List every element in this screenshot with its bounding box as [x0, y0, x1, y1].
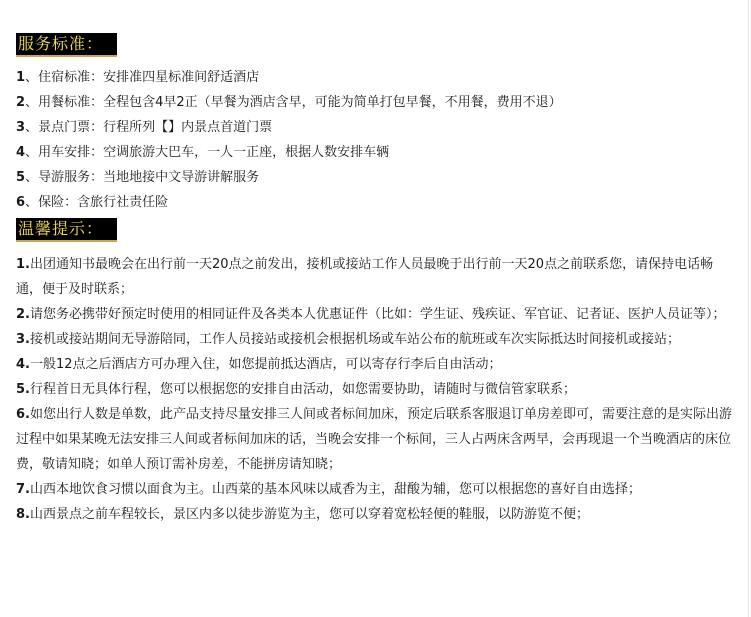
item-text: 请您务必携带好预定时使用的相同证件及各类本人优惠证件（比如：学生证、残疾证、军官证、记者证、医护人员证等）； [29, 307, 726, 322]
item-number: 4. [16, 357, 30, 372]
item-separator: 、 [25, 120, 39, 135]
travel-tips-heading: 温馨提示： [16, 218, 117, 242]
item-text: 住宿标准：安排准四星标准间舒适酒店 [38, 70, 260, 85]
document-body [16, 33, 736, 527]
item-number: 2. [16, 307, 30, 322]
item-separator: 、 [25, 70, 39, 85]
list-item [16, 477, 736, 502]
item-number: 6 [16, 195, 26, 210]
item-number: 5. [16, 382, 30, 397]
item-separator: 、 [25, 95, 39, 110]
item-text: 一般12点之后酒店方可办理入住，如您提前抵达酒店，可以寄存行李后自由活动； [29, 357, 502, 372]
item-number: 1 [16, 70, 26, 85]
item-text: 接机或接站期间无导游陪同，工作人员接站或接机会根据机场或车站公布的航班或车次实际抵达时间接机或接站； [29, 332, 680, 347]
item-number: 3 [16, 120, 26, 135]
item-text: 山西本地饮食习惯以面食为主。山西菜的基本风味以咸香为主，甜酸为辅，您可以根据您的喜好自由选择； [29, 482, 641, 497]
item-text: 用车安排：空调旅游大巴车，一人一正座，根据人数安排车辆 [38, 145, 390, 160]
list-item [16, 327, 736, 352]
list-item [16, 302, 736, 327]
service-standards-list [16, 65, 736, 215]
list-item [16, 90, 736, 115]
item-text: 保险：含旅行社责任险 [38, 195, 169, 210]
item-text: 用餐标准：全程包含4早2正（早餐为酒店含早，可能为简单打包早餐，不用餐，费用不退） [38, 95, 562, 110]
list-item [16, 165, 736, 190]
item-number: 5 [16, 170, 26, 185]
list-item [16, 190, 736, 215]
item-number: 2 [16, 95, 26, 110]
item-text: 出团通知书最晚会在出行前一天20点之前发出，接机或接站工作人员最晚于出行前一天20点之前联系您，请保持电话畅通，便于及时联系； [16, 257, 714, 297]
list-item [16, 115, 736, 140]
item-separator: 、 [25, 145, 39, 160]
item-text: 行程首日无具体行程，您可以根据您的安排自由活动，如您需要协助，请随时与微信管家联系； [29, 382, 576, 397]
item-number: 3. [16, 332, 30, 347]
item-number: 8. [16, 507, 30, 522]
item-number: 1. [16, 257, 30, 272]
item-separator: 、 [25, 170, 39, 185]
list-item [16, 352, 736, 377]
service-standards-heading: 服务标准： [16, 33, 117, 57]
item-text: 山西景点之前车程较长，景区内多以徒步游览为主，您可以穿着宽松轻便的鞋服，以防游览不便； [29, 507, 589, 522]
list-item [16, 252, 736, 302]
item-text: 如您出行人数是单数，此产品支持尽量安排三人间或者标间加床，预定后联系客服退订单房差即可，需要注意的是实际出游过程中如果某晚无法安排三人间或者标间加床的话，当晚会安排一个标间，三人占两床含两早，会再现退一个当晚酒店的床位费，敬请知晓；如单人预订需补房差，不能拼房请知晓； [16, 407, 732, 472]
travel-tips-list [16, 252, 736, 527]
item-number: 7. [16, 482, 30, 497]
item-separator: 、 [25, 195, 39, 210]
list-item [16, 502, 736, 527]
page-right-border [748, 0, 749, 617]
list-item [16, 402, 736, 477]
list-item [16, 65, 736, 90]
item-number: 4 [16, 145, 26, 160]
list-item [16, 140, 736, 165]
item-text: 导游服务：当地地接中文导游讲解服务 [38, 170, 260, 185]
item-number: 6. [16, 407, 30, 422]
list-item [16, 377, 736, 402]
item-text: 景点门票：行程所列【】内景点首道门票 [38, 120, 273, 135]
